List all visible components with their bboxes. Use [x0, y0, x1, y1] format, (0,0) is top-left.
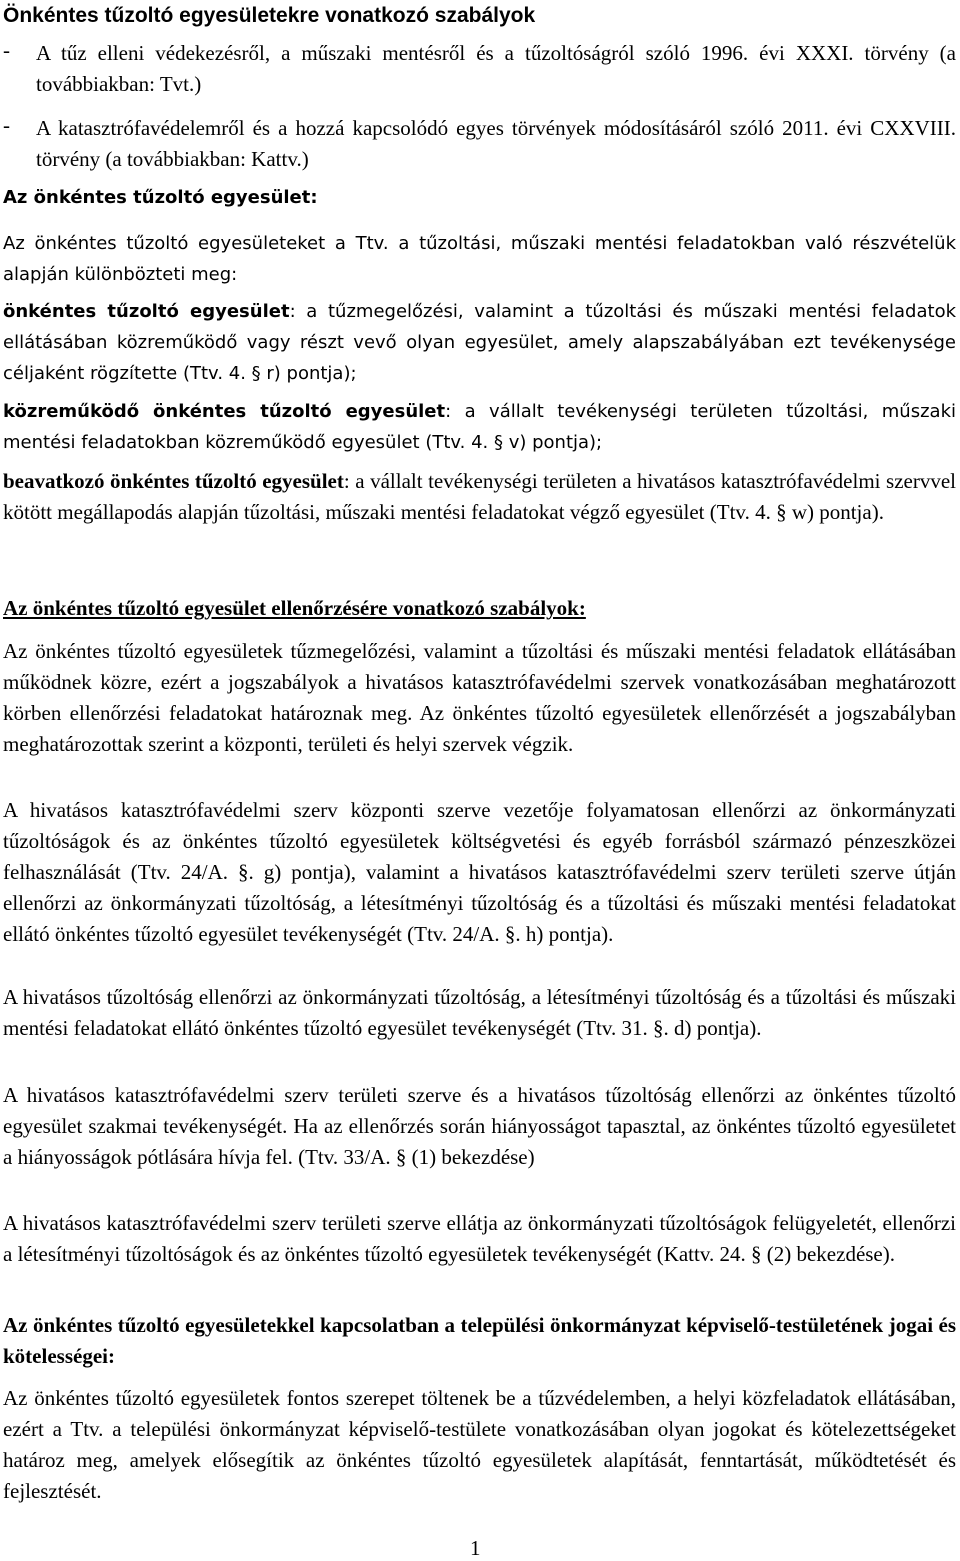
law-item-text: A katasztrófavédelemről és a hozzá kapcsolódó egyes törvények módosításáról szóló 2011. évi CXXVIII. törvény (a továbbiakban: Kattv.)	[36, 116, 956, 171]
ellenorzes-paragraph-2: A hivatásos katasztrófavédelmi szerv központi szerve vezetője folyamatosan ellenőrzi az önkormányzati tűzoltóságok és az önkéntes tűzoltó egyesületek költségvetési és egyéb forrásból származó pénzeszközei felhasználását (Ttv. 24/A. §. g) pontja), valamint a hivatásos katasztrófavédelmi szerv területi szerve útján ellenőrzi az önkormányzati tűzoltóság, a létesítményi tűzoltóság és a tűzoltási és műszaki mentési feladatokat ellátó önkéntes tűzoltó egyesület tevékenységét (Ttv. 24/A. §. h) pontja).	[3, 798, 956, 946]
definition-term: önkéntes tűzoltó egyesület	[3, 301, 290, 322]
definition-text: : a vállalt tevékenységi területen a hivatásos katasztrófavédelmi szervvel kötött megállapodás alapján tűzoltási, műszaki mentési feladatokat végző egyesület (Ttv. 4. § w) pontja).	[3, 469, 956, 524]
definition-term: közreműködő önkéntes tűzoltó egyesület	[3, 401, 446, 422]
definition-1	[3, 296, 956, 389]
ellenorzes-paragraph-1: Az önkéntes tűzoltó egyesületek tűzmegelőzési, valamint a tűzoltási és műszaki mentési feladatok ellátásában működnek közre, ezért a jogszabályok a hivatásos katasztrófavédelmi szervek vonatkozásában meghatározott körben ellenőrzési feladatokat határoznak meg. Az önkéntes tűzoltó egyesületek ellenőrzését a jogszabályban meghatározottak szerint a központi, területi és helyi szervek végzik.	[3, 639, 956, 756]
ellenorzes-paragraph-4: A hivatásos katasztrófavédelmi szerv területi szerve és a hivatásos tűzoltóság ellenőrzi az önkéntes tűzoltó egyesület szakmai tevékenységét. Ha az ellenőrzés során hiányosságot tapasztal, az önkéntes tűzoltó egyesületet a hiányosságok pótlására hívja fel. (Ttv. 33/A. § (1) bekezdése)	[3, 1083, 956, 1169]
law-item-1	[3, 38, 956, 100]
page-number: 1	[470, 1536, 481, 1560]
definition-term: beavatkozó önkéntes tűzoltó egyesület	[3, 469, 344, 493]
law-item-dash: -	[3, 113, 10, 137]
egyesulet-intro: Az önkéntes tűzoltó egyesületeket a Ttv. a tűzoltási, műszaki mentési feladatokban való részvételük alapján különbözteti meg:	[3, 233, 956, 285]
ellenorzes-paragraph-3: A hivatásos tűzoltóság ellenőrzi az önkormányzati tűzoltóság, a létesítményi tűzoltóság és a tűzoltási és műszaki mentési feladatokat ellátó önkéntes tűzoltó egyesület tevékenységét (Ttv. 31. §. d) pontja).	[3, 985, 956, 1040]
section-heading-egyesulet: Az önkéntes tűzoltó egyesület:	[3, 187, 318, 208]
definition-text: : a vállalt tevékenységi területen tűzoltási, műszaki mentési feladatokban közreműködő egyesület (Ttv. 4. § v) pontja);	[3, 401, 956, 453]
definition-3	[3, 466, 956, 528]
law-item-text: A tűz elleni védekezésről, a műszaki mentésről és a tűzoltóságról szóló 1996. évi XXXI. törvény (a továbbiakban: Tvt.)	[36, 41, 956, 96]
section-heading-onkormanyzat: Az önkéntes tűzoltó egyesületekkel kapcsolatban a települési önkormányzat képviselő-testületének jogai és kötelességei:	[3, 1313, 956, 1368]
ellenorzes-paragraph-5: A hivatásos katasztrófavédelmi szerv területi szerve ellátja az önkormányzati tűzoltóságok felügyeletét, ellenőrzi a létesítményi tűzoltóságok és az önkéntes tűzoltó egyesületek tevékenységét (Kattv. 24. § (2) bekezdése).	[3, 1211, 956, 1266]
definition-text: : a tűzmegelőzési, valamint a tűzoltási és műszaki mentési feladatok ellátásában közreműködő vagy részt vevő olyan egyesület, amely alapszabályában ezt tevékenysége céljaként rögzítette (Ttv. 4. § r) pontja);	[3, 301, 956, 384]
document-title: Önkéntes tűzoltó egyesületekre vonatkozó szabályok	[3, 4, 536, 27]
law-item-dash: -	[3, 38, 10, 62]
section-heading-ellenorzes: Az önkéntes tűzoltó egyesület ellenőrzésére vonatkozó szabályok:	[3, 596, 586, 620]
onkormanyzat-paragraph: Az önkéntes tűzoltó egyesületek fontos szerepet töltenek be a tűzvédelemben, a helyi közfeladatok ellátásában, ezért a Ttv. a települési önkormányzat képviselő-testülete vonatkozásában olyan jogokat és kötelezettségeket határoz meg, amelyek elősegítik az önkéntes tűzoltó egyesületek alapítását, fenntartását, működtetését és fejlesztését.	[3, 1386, 956, 1503]
definition-2	[3, 396, 956, 458]
law-item-2	[3, 113, 956, 175]
